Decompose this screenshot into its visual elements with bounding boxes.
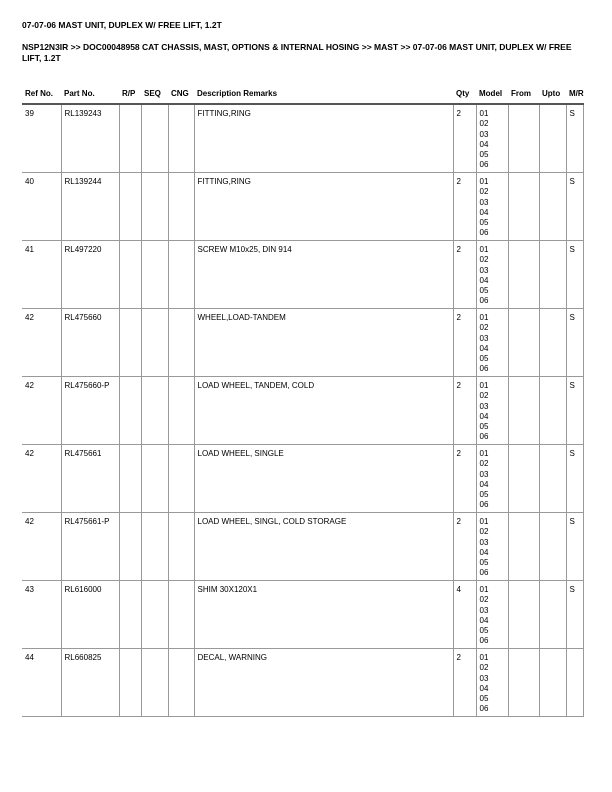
cell-part-no: RL139244: [61, 173, 119, 241]
cell-description: LOAD WHEEL, SINGL, COLD STORAGE: [194, 513, 453, 581]
header-qty: Qty: [456, 89, 470, 98]
cell-from: [508, 241, 539, 309]
model-code: 04: [479, 411, 489, 421]
cell-description: DECAL, WARNING: [194, 649, 453, 717]
cell-mr: S: [566, 241, 584, 309]
cell-model: [476, 241, 508, 309]
cell-rp: [119, 649, 141, 717]
header-model: Model: [479, 89, 503, 98]
table-row: [22, 104, 584, 173]
cell-seq: [141, 649, 168, 717]
cell-upto: [539, 104, 566, 173]
cell-qty: 2: [453, 513, 476, 581]
model-code: 01: [479, 177, 489, 186]
cell-ref: 43: [22, 581, 61, 649]
model-code: 04: [479, 139, 489, 149]
cell-cng: [168, 581, 194, 649]
table-row: [22, 581, 584, 649]
model-code: 01: [479, 313, 489, 322]
model-code: 05: [479, 694, 489, 704]
cell-upto: [539, 445, 566, 513]
model-code: 01: [479, 109, 489, 118]
model-code: 03: [479, 401, 489, 411]
cell-rp: [119, 377, 141, 445]
header-rp: R/P: [122, 89, 136, 98]
cell-cng: [168, 649, 194, 717]
parts-table: [22, 86, 584, 717]
model-code: 04: [479, 275, 489, 285]
cell-from: [508, 581, 539, 649]
cell-from: [508, 377, 539, 445]
cell-part-no: RL475661-P: [61, 513, 119, 581]
header-ref-no: Ref No.: [25, 89, 53, 98]
cell-upto: [539, 173, 566, 241]
cell-rp: [119, 173, 141, 241]
cell-mr: S: [566, 513, 584, 581]
page-title: 07-07-06 MAST UNIT, DUPLEX W/ FREE LIFT, 1.2T: [22, 20, 222, 30]
breadcrumb: NSP12N3IR >> DOC00048958 CAT CHASSIS, MAST, OPTIONS & INTERNAL HOSING >> MAST >> 07-07-06 MAST UNIT, DUPLEX W/ FREE LIFT, 1.2T: [22, 42, 572, 63]
model-code: 03: [479, 469, 489, 479]
header-part-no: Part No.: [64, 89, 95, 98]
cell-model: [476, 649, 508, 717]
cell-mr: S: [566, 173, 584, 241]
header-upto: Upto: [542, 89, 561, 98]
cell-cng: [168, 241, 194, 309]
model-code: 06: [479, 704, 489, 714]
model-code: 02: [479, 595, 489, 605]
cell-from: [508, 649, 539, 717]
cell-model: [476, 309, 508, 377]
cell-description: FITTING,RING: [194, 104, 453, 173]
cell-ref: 41: [22, 241, 61, 309]
cell-rp: [119, 581, 141, 649]
model-code: 03: [479, 333, 489, 343]
cell-rp: [119, 104, 141, 173]
cell-cng: [168, 377, 194, 445]
cell-description: SCREW M10x25, DIN 914: [194, 241, 453, 309]
header-seq: SEQ: [144, 89, 161, 98]
cell-qty: 2: [453, 445, 476, 513]
model-code: 02: [479, 459, 489, 469]
cell-from: [508, 309, 539, 377]
header-description: Description Remarks: [197, 89, 278, 98]
model-code: 04: [479, 547, 489, 557]
cell-qty: 2: [453, 104, 476, 173]
model-code: 06: [479, 296, 489, 306]
table-row: [22, 173, 584, 241]
cell-upto: [539, 581, 566, 649]
cell-part-no: RL497220: [61, 241, 119, 309]
model-code: 02: [479, 119, 489, 129]
model-code: 06: [479, 160, 489, 170]
model-code: 02: [479, 391, 489, 401]
cell-upto: [539, 241, 566, 309]
cell-ref: 42: [22, 309, 61, 377]
cell-model: [476, 445, 508, 513]
cell-part-no: RL139243: [61, 104, 119, 173]
model-code: 05: [479, 354, 489, 364]
model-code: 05: [479, 286, 489, 296]
cell-seq: [141, 513, 168, 581]
cell-mr: S: [566, 377, 584, 445]
model-code: 02: [479, 527, 489, 537]
cell-upto: [539, 309, 566, 377]
model-code: 03: [479, 537, 489, 547]
model-code: 01: [479, 245, 489, 254]
model-code: 04: [479, 479, 489, 489]
model-code: 05: [479, 218, 489, 228]
model-code: 06: [479, 636, 489, 646]
model-code: 05: [479, 150, 489, 160]
model-code: 05: [479, 422, 489, 432]
model-code: 06: [479, 364, 489, 374]
model-code: 03: [479, 197, 489, 207]
model-code: 03: [479, 265, 489, 275]
model-code: 01: [479, 653, 489, 662]
cell-mr: S: [566, 104, 584, 173]
cell-model: [476, 581, 508, 649]
cell-seq: [141, 445, 168, 513]
model-code: 02: [479, 323, 489, 333]
cell-qty: 2: [453, 173, 476, 241]
cell-description: FITTING,RING: [194, 173, 453, 241]
model-code: 05: [479, 626, 489, 636]
cell-upto: [539, 377, 566, 445]
cell-description: LOAD WHEEL, SINGLE: [194, 445, 453, 513]
model-code: 01: [479, 585, 489, 594]
model-code: 03: [479, 673, 489, 683]
model-code: 04: [479, 615, 489, 625]
cell-from: [508, 513, 539, 581]
cell-ref: 39: [22, 104, 61, 173]
cell-ref: 44: [22, 649, 61, 717]
model-code: 04: [479, 343, 489, 353]
cell-upto: [539, 649, 566, 717]
cell-ref: 42: [22, 445, 61, 513]
cell-seq: [141, 377, 168, 445]
cell-part-no: RL475660: [61, 309, 119, 377]
model-code: 06: [479, 228, 489, 238]
table-row: [22, 513, 584, 581]
cell-part-no: RL616000: [61, 581, 119, 649]
cell-ref: 42: [22, 513, 61, 581]
table-row: [22, 649, 584, 717]
model-code: 02: [479, 663, 489, 673]
model-code: 05: [479, 558, 489, 568]
cell-rp: [119, 309, 141, 377]
cell-part-no: RL660825: [61, 649, 119, 717]
cell-qty: 2: [453, 377, 476, 445]
cell-seq: [141, 173, 168, 241]
table-row: [22, 445, 584, 513]
model-code: 03: [479, 605, 489, 615]
cell-rp: [119, 241, 141, 309]
cell-mr: S: [566, 445, 584, 513]
cell-cng: [168, 173, 194, 241]
cell-upto: [539, 513, 566, 581]
cell-qty: 4: [453, 581, 476, 649]
cell-description: LOAD WHEEL, TANDEM, COLD: [194, 377, 453, 445]
model-code: 06: [479, 500, 489, 510]
cell-qty: 2: [453, 309, 476, 377]
table-row: [22, 241, 584, 309]
model-code: 05: [479, 490, 489, 500]
cell-mr: S: [566, 581, 584, 649]
cell-part-no: RL475660-P: [61, 377, 119, 445]
cell-mr: [566, 649, 584, 717]
model-code: 01: [479, 381, 489, 390]
cell-seq: [141, 241, 168, 309]
cell-seq: [141, 309, 168, 377]
cell-from: [508, 104, 539, 173]
cell-qty: 2: [453, 241, 476, 309]
model-code: 02: [479, 187, 489, 197]
cell-cng: [168, 513, 194, 581]
cell-ref: 42: [22, 377, 61, 445]
cell-from: [508, 173, 539, 241]
cell-model: [476, 104, 508, 173]
cell-ref: 40: [22, 173, 61, 241]
cell-description: SHIM 30X120X1: [194, 581, 453, 649]
cell-mr: S: [566, 309, 584, 377]
table-row: [22, 309, 584, 377]
cell-from: [508, 445, 539, 513]
model-code: 06: [479, 568, 489, 578]
cell-rp: [119, 513, 141, 581]
model-code: 04: [479, 683, 489, 693]
cell-model: [476, 173, 508, 241]
cell-model: [476, 513, 508, 581]
cell-description: WHEEL,LOAD-TANDEM: [194, 309, 453, 377]
table-row: [22, 377, 584, 445]
header-cng: CNG: [171, 89, 189, 98]
cell-model: [476, 377, 508, 445]
header-from: From: [511, 89, 531, 98]
model-code: 04: [479, 207, 489, 217]
cell-seq: [141, 104, 168, 173]
cell-rp: [119, 445, 141, 513]
model-code: 03: [479, 129, 489, 139]
cell-cng: [168, 309, 194, 377]
cell-cng: [168, 445, 194, 513]
cell-qty: 2: [453, 649, 476, 717]
model-code: 01: [479, 449, 489, 458]
cell-seq: [141, 581, 168, 649]
header-mr: M/R: [569, 89, 584, 98]
cell-cng: [168, 104, 194, 173]
cell-part-no: RL475661: [61, 445, 119, 513]
model-code: 06: [479, 432, 489, 442]
model-code: 01: [479, 517, 489, 526]
model-code: 02: [479, 255, 489, 265]
